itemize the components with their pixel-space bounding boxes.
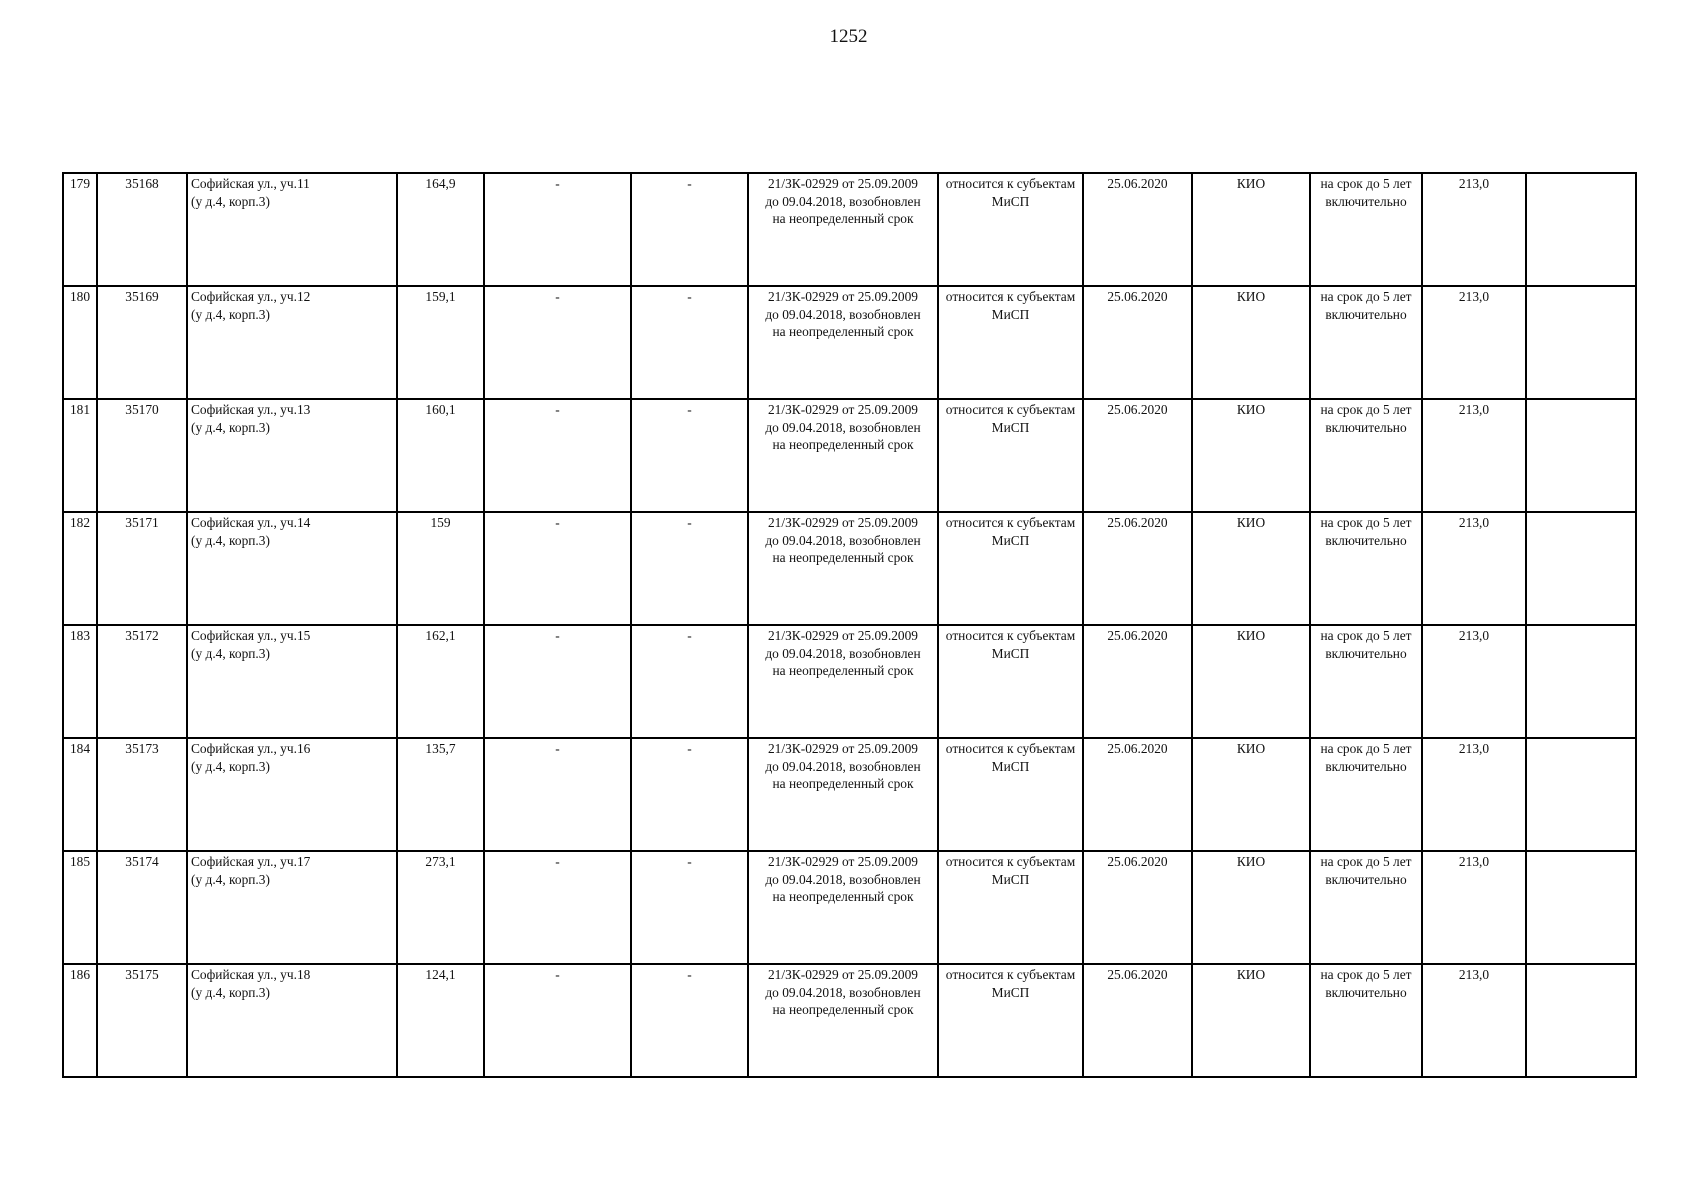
term-line: на срок до 5 лет xyxy=(1320,967,1412,982)
value-cell: 213,0 xyxy=(1422,964,1526,1077)
category-line: относится к субъектам xyxy=(945,854,1076,869)
contract-line: 21/ЗК-02929 от 25.09.2009 xyxy=(767,402,918,417)
date-cell: 25.06.2020 xyxy=(1083,286,1192,399)
note-cell xyxy=(1526,286,1636,399)
address-cell xyxy=(187,512,397,625)
note-cell xyxy=(1526,512,1636,625)
dash-cell: - xyxy=(631,512,748,625)
term-line: на срок до 5 лет xyxy=(1320,628,1412,643)
date-cell: 25.06.2020 xyxy=(1083,512,1192,625)
object-code-cell: 35171 xyxy=(97,512,187,625)
category-line: относится к субъектам xyxy=(945,402,1076,417)
dash-cell: - xyxy=(631,851,748,964)
contract-line: на неопределенный срок xyxy=(772,1002,914,1017)
category-cell xyxy=(938,851,1083,964)
area-cell: 162,1 xyxy=(397,625,484,738)
contract-line: до 09.04.2018, возобновлен xyxy=(765,758,921,774)
contract-line: 21/ЗК-02929 от 25.09.2009 xyxy=(767,515,918,530)
date-cell: 25.06.2020 xyxy=(1083,964,1192,1077)
dash-cell: - xyxy=(631,173,748,286)
object-code-cell: 35175 xyxy=(97,964,187,1077)
dash-cell: - xyxy=(484,851,631,964)
dash-cell: - xyxy=(484,399,631,512)
note-cell xyxy=(1526,625,1636,738)
contract-cell xyxy=(748,286,938,399)
address-line: (у д.4, корп.3) xyxy=(191,193,270,209)
row-number-cell: 182 xyxy=(63,512,97,625)
term-line: на срок до 5 лет xyxy=(1320,289,1412,304)
date-cell: 25.06.2020 xyxy=(1083,625,1192,738)
row-number-cell: 179 xyxy=(63,173,97,286)
category-line: относится к субъектам xyxy=(945,289,1076,304)
category-cell xyxy=(938,512,1083,625)
contract-cell xyxy=(748,964,938,1077)
address-line: Софийская ул., уч.17 xyxy=(191,854,311,869)
contract-cell xyxy=(748,173,938,286)
category-line: относится к субъектам xyxy=(945,515,1076,530)
note-cell xyxy=(1526,399,1636,512)
contract-line: 21/ЗК-02929 от 25.09.2009 xyxy=(767,289,918,304)
category-line: МиСП xyxy=(991,193,1030,209)
address-line: (у д.4, корп.3) xyxy=(191,871,270,887)
category-line: относится к субъектам xyxy=(945,628,1076,643)
row-number-cell: 184 xyxy=(63,738,97,851)
category-line: МиСП xyxy=(991,419,1030,435)
category-line: МиСП xyxy=(991,984,1030,1000)
address-cell xyxy=(187,738,397,851)
category-line: МиСП xyxy=(991,306,1030,322)
term-line: включительно xyxy=(1325,871,1407,887)
value-cell: 213,0 xyxy=(1422,286,1526,399)
contract-line: 21/ЗК-02929 от 25.09.2009 xyxy=(767,628,918,643)
table-row xyxy=(63,738,1636,851)
category-cell xyxy=(938,399,1083,512)
dash-cell: - xyxy=(631,964,748,1077)
table-row xyxy=(63,964,1636,1077)
table-body xyxy=(63,173,1636,1077)
row-number-cell: 183 xyxy=(63,625,97,738)
note-cell xyxy=(1526,964,1636,1077)
term-cell xyxy=(1310,738,1422,851)
category-line: МиСП xyxy=(991,871,1030,887)
term-line: включительно xyxy=(1325,984,1407,1000)
dash-cell: - xyxy=(484,286,631,399)
term-line: включительно xyxy=(1325,532,1407,548)
category-cell xyxy=(938,286,1083,399)
page-number: 1252 xyxy=(829,26,868,47)
address-line: (у д.4, корп.3) xyxy=(191,306,270,322)
contract-line: до 09.04.2018, возобновлен xyxy=(765,871,921,887)
value-cell: 213,0 xyxy=(1422,173,1526,286)
contract-line: на неопределенный срок xyxy=(772,776,914,791)
date-cell: 25.06.2020 xyxy=(1083,173,1192,286)
dash-cell: - xyxy=(631,286,748,399)
contract-line: до 09.04.2018, возобновлен xyxy=(765,532,921,548)
organization-cell: КИО xyxy=(1192,173,1310,286)
address-line: Софийская ул., уч.16 xyxy=(191,741,311,756)
address-line: (у д.4, корп.3) xyxy=(191,758,270,774)
dash-cell: - xyxy=(484,512,631,625)
value-cell: 213,0 xyxy=(1422,738,1526,851)
term-cell xyxy=(1310,625,1422,738)
organization-cell: КИО xyxy=(1192,286,1310,399)
area-cell: 159 xyxy=(397,512,484,625)
value-cell: 213,0 xyxy=(1422,512,1526,625)
organization-cell: КИО xyxy=(1192,512,1310,625)
term-line: включительно xyxy=(1325,306,1407,322)
contract-line: 21/ЗК-02929 от 25.09.2009 xyxy=(767,967,918,982)
address-line: Софийская ул., уч.14 xyxy=(191,515,311,530)
table-row xyxy=(63,286,1636,399)
address-cell xyxy=(187,625,397,738)
address-cell xyxy=(187,286,397,399)
address-line: Софийская ул., уч.11 xyxy=(191,176,310,191)
contract-line: до 09.04.2018, возобновлен xyxy=(765,984,921,1000)
contract-line: на неопределенный срок xyxy=(772,437,914,452)
dash-cell: - xyxy=(484,964,631,1077)
category-line: МиСП xyxy=(991,645,1030,661)
term-line: включительно xyxy=(1325,193,1407,209)
contract-cell xyxy=(748,851,938,964)
table-row xyxy=(63,173,1636,286)
dash-cell: - xyxy=(484,738,631,851)
area-cell: 164,9 xyxy=(397,173,484,286)
object-code-cell: 35174 xyxy=(97,851,187,964)
area-cell: 135,7 xyxy=(397,738,484,851)
term-line: включительно xyxy=(1325,419,1407,435)
term-line: на срок до 5 лет xyxy=(1320,515,1412,530)
contract-line: до 09.04.2018, возобновлен xyxy=(765,419,921,435)
object-code-cell: 35168 xyxy=(97,173,187,286)
note-cell xyxy=(1526,173,1636,286)
category-cell xyxy=(938,738,1083,851)
object-code-cell: 35172 xyxy=(97,625,187,738)
contract-line: 21/ЗК-02929 от 25.09.2009 xyxy=(767,854,918,869)
organization-cell: КИО xyxy=(1192,964,1310,1077)
address-line: (у д.4, корп.3) xyxy=(191,984,270,1000)
address-line: (у д.4, корп.3) xyxy=(191,645,270,661)
address-line: Софийская ул., уч.15 xyxy=(191,628,311,643)
address-cell xyxy=(187,399,397,512)
organization-cell: КИО xyxy=(1192,399,1310,512)
term-cell xyxy=(1310,964,1422,1077)
table-row xyxy=(63,851,1636,964)
term-line: включительно xyxy=(1325,758,1407,774)
category-line: МиСП xyxy=(991,758,1030,774)
row-number-cell: 181 xyxy=(63,399,97,512)
table-row xyxy=(63,399,1636,512)
table-row xyxy=(63,512,1636,625)
object-code-cell: 35169 xyxy=(97,286,187,399)
address-cell xyxy=(187,851,397,964)
category-cell xyxy=(938,173,1083,286)
dash-cell: - xyxy=(631,738,748,851)
contract-cell xyxy=(748,512,938,625)
contract-line: на неопределенный срок xyxy=(772,211,914,226)
term-line: включительно xyxy=(1325,645,1407,661)
value-cell: 213,0 xyxy=(1422,851,1526,964)
dash-cell: - xyxy=(631,399,748,512)
dash-cell: - xyxy=(484,173,631,286)
note-cell xyxy=(1526,738,1636,851)
value-cell: 213,0 xyxy=(1422,399,1526,512)
row-number-cell: 185 xyxy=(63,851,97,964)
contract-line: на неопределенный срок xyxy=(772,324,914,339)
row-number-cell: 186 xyxy=(63,964,97,1077)
term-line: на срок до 5 лет xyxy=(1320,402,1412,417)
category-cell xyxy=(938,964,1083,1077)
organization-cell: КИО xyxy=(1192,851,1310,964)
area-cell: 124,1 xyxy=(397,964,484,1077)
organization-cell: КИО xyxy=(1192,738,1310,851)
registry-table xyxy=(62,172,1637,1078)
address-line: (у д.4, корп.3) xyxy=(191,532,270,548)
row-number-cell: 180 xyxy=(63,286,97,399)
date-cell: 25.06.2020 xyxy=(1083,738,1192,851)
object-code-cell: 35173 xyxy=(97,738,187,851)
contract-line: на неопределенный срок xyxy=(772,550,914,565)
contract-line: до 09.04.2018, возобновлен xyxy=(765,193,921,209)
address-cell xyxy=(187,964,397,1077)
area-cell: 159,1 xyxy=(397,286,484,399)
term-cell xyxy=(1310,173,1422,286)
term-cell xyxy=(1310,399,1422,512)
date-cell: 25.06.2020 xyxy=(1083,851,1192,964)
address-line: Софийская ул., уч.18 xyxy=(191,967,311,982)
dash-cell: - xyxy=(484,625,631,738)
dash-cell: - xyxy=(631,625,748,738)
contract-line: на неопределенный срок xyxy=(772,663,914,678)
table-row xyxy=(63,625,1636,738)
contract-cell xyxy=(748,738,938,851)
organization-cell: КИО xyxy=(1192,625,1310,738)
date-cell: 25.06.2020 xyxy=(1083,399,1192,512)
contract-cell xyxy=(748,399,938,512)
object-code-cell: 35170 xyxy=(97,399,187,512)
category-line: относится к субъектам xyxy=(945,967,1076,982)
contract-cell xyxy=(748,625,938,738)
value-cell: 213,0 xyxy=(1422,625,1526,738)
category-line: МиСП xyxy=(991,532,1030,548)
category-line: относится к субъектам xyxy=(945,176,1076,191)
contract-line: до 09.04.2018, возобновлен xyxy=(765,645,921,661)
area-cell: 160,1 xyxy=(397,399,484,512)
contract-line: 21/ЗК-02929 от 25.09.2009 xyxy=(767,176,918,191)
term-cell xyxy=(1310,286,1422,399)
term-cell xyxy=(1310,851,1422,964)
term-line: на срок до 5 лет xyxy=(1320,741,1412,756)
category-line: относится к субъектам xyxy=(945,741,1076,756)
contract-line: до 09.04.2018, возобновлен xyxy=(765,306,921,322)
term-line: на срок до 5 лет xyxy=(1320,176,1412,191)
area-cell: 273,1 xyxy=(397,851,484,964)
address-line: Софийская ул., уч.13 xyxy=(191,402,311,417)
address-cell xyxy=(187,173,397,286)
term-cell xyxy=(1310,512,1422,625)
address-line: (у д.4, корп.3) xyxy=(191,419,270,435)
address-line: Софийская ул., уч.12 xyxy=(191,289,311,304)
term-line: на срок до 5 лет xyxy=(1320,854,1412,869)
contract-line: 21/ЗК-02929 от 25.09.2009 xyxy=(767,741,918,756)
note-cell xyxy=(1526,851,1636,964)
contract-line: на неопределенный срок xyxy=(772,889,914,904)
category-cell xyxy=(938,625,1083,738)
